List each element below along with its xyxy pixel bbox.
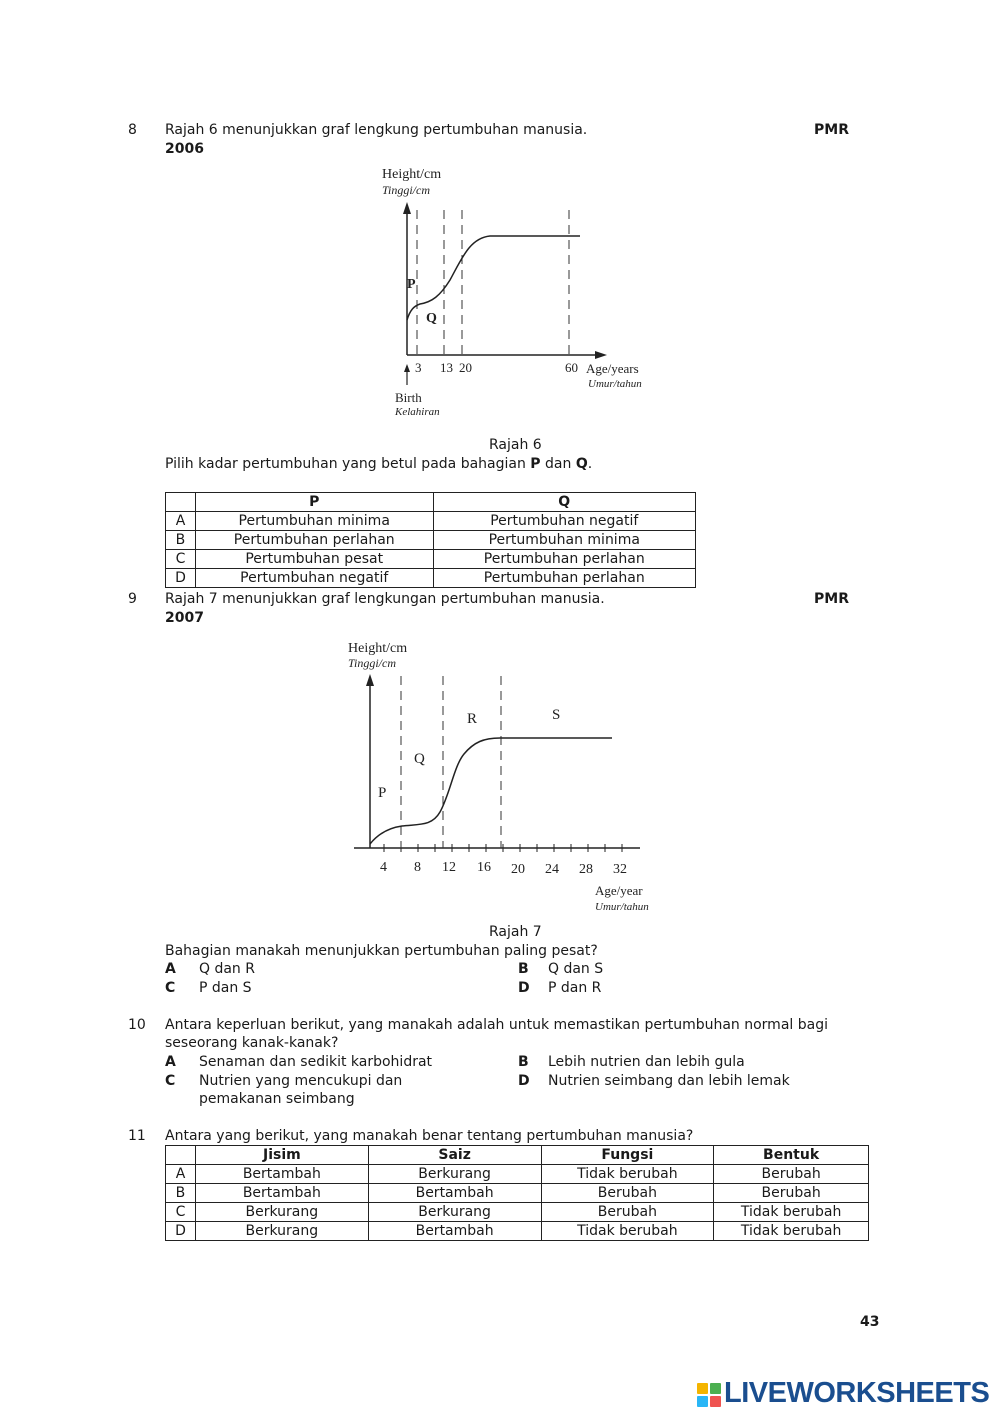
q10-number: 10 [128,1017,146,1033]
table-row[interactable]: C Berkurang Berkurang Berubah Tidak berubah [166,1203,869,1222]
table-row[interactable]: C Pertumbuhan pesat Pertumbuhan perlahan [166,550,696,569]
q10-option-d[interactable]: Nutrien seimbang dan lebih lemak [548,1073,790,1089]
q10-line1: Antara keperluan berikut, yang manakah adalah untuk memastikan pertumbuhan normal bagi [165,1017,828,1033]
q8-text: Rajah 6 menunjukkan graf lengkung pertumbuhan manusia. [165,122,588,138]
rajah6-xlabel: Age/years [586,361,639,376]
q11-options-table [165,1145,869,1241]
rajah7-xlabel-alt: Umur/tahun [595,901,649,913]
page-number: 43 [860,1314,880,1330]
table-header-row: P Q [166,493,696,512]
rajah7-y-arrow [366,674,374,686]
rajah6-caption: Rajah 6 [489,437,542,453]
rajah7-tick: 28 [579,862,593,877]
rajah7-label-s: S [552,707,561,723]
rajah6-tick: 60 [565,360,578,375]
q8-number: 8 [128,122,137,138]
q10-option-c[interactable]: Nutrien yang mencukupi dan [199,1073,403,1089]
q9-question: Bahagian manakah menunjukkan pertumbuhan paling pesat? [165,943,598,959]
rajah6-xlabel-alt: Umur/tahun [588,378,642,390]
rajah6-x-arrow [595,351,607,359]
q9-option-letter: B [518,961,529,977]
rajah6-birth-alt: Kelahiran [395,406,440,418]
q10-option-letter: D [518,1073,530,1089]
q9-year: 2007 [165,610,204,626]
q10-option-a[interactable]: Senaman dan sedikit karbohidrat [199,1054,433,1070]
rajah7-tick: 8 [414,860,421,875]
q10-line2: seseorang kanak-kanak? [165,1035,339,1051]
q10-option-letter: B [518,1054,529,1070]
table-row[interactable]: A Bertambah Berkurang Tidak berubah Berubah [166,1165,869,1184]
rajah6-tick: 13 [440,360,453,375]
rajah7-tick: 12 [442,860,456,875]
rajah6-ylabel: Height/cm [382,167,442,182]
q11-text: Antara yang berikut, yang manakah benar tentang pertumbuhan manusia? [165,1128,694,1144]
q8-instruction: Pilih kadar pertumbuhan yang betul pada bahagian P dan Q. [165,456,593,472]
rajah7-label-r: R [467,711,478,727]
rajah7-ylabel: Height/cm [348,641,408,656]
rajah-7-graph [340,636,670,921]
q8-year: 2006 [165,141,204,157]
table-row[interactable]: B Pertumbuhan perlahan Pertumbuhan minima [166,531,696,550]
table-row[interactable]: D Berkurang Bertambah Tidak berubah Tidak berubah [166,1222,869,1241]
rajah-6-graph [380,162,670,427]
rajah7-xlabel: Age/year [595,883,643,898]
q10-option-letter: A [165,1054,176,1070]
rajah6-growth-curve [407,236,580,320]
q9-option-letter: D [518,980,530,996]
table-row[interactable]: B Bertambah Bertambah Berubah Berubah [166,1184,869,1203]
q9-option-a[interactable]: Q dan R [199,961,255,977]
logo-tiles-icon [697,1383,721,1407]
q9-exam: PMR [814,591,849,607]
q8-options-table [165,492,696,588]
rajah7-tick: 32 [613,862,627,877]
table-header-row: Jisim Saiz Fungsi Bentuk [166,1146,869,1165]
q9-option-letter: A [165,961,176,977]
q10-option-b[interactable]: Lebih nutrien dan lebih gula [548,1054,745,1070]
q9-option-letter: C [165,980,176,996]
rajah6-label-p: P [407,277,416,292]
rajah7-caption: Rajah 7 [489,924,542,940]
rajah7-ylabel-alt: Tinggi/cm [348,656,397,670]
q9-option-b[interactable]: Q dan S [548,961,604,977]
rajah6-ylabel-alt: Tinggi/cm [382,183,431,197]
q9-text: Rajah 7 menunjukkan graf lengkungan pertumbuhan manusia. [165,591,605,607]
q9-option-d[interactable]: P dan R [548,980,602,996]
rajah7-tick: 4 [380,860,387,875]
rajah7-label-q: Q [414,751,425,767]
table-row[interactable]: A Pertumbuhan minima Pertumbuhan negatif [166,512,696,531]
rajah6-tick: 3 [415,360,422,375]
rajah6-label-q: Q [426,311,437,326]
rajah6-y-arrow [403,202,411,214]
rajah7-tick: 16 [477,860,491,875]
q10-option-letter: C [165,1073,176,1089]
rajah7-label-p: P [378,785,387,801]
rajah6-tick: 20 [459,360,472,375]
rajah7-tick: 20 [511,862,525,877]
q9-option-c[interactable]: P dan S [199,980,252,996]
rajah7-growth-curve [370,738,612,844]
rajah6-birth: Birth [395,390,422,405]
q9-number: 9 [128,591,137,607]
table-row[interactable]: D Pertumbuhan negatif Pertumbuhan perlahan [166,569,696,588]
liveworksheets-logo[interactable] [697,1377,992,1410]
rajah7-tick: 24 [545,862,559,877]
logo-text: LIVEWORKSHEETS [724,1377,990,1409]
q8-exam: PMR [814,122,849,138]
q11-number: 11 [128,1128,146,1144]
q10-option-c-line2[interactable]: pemakanan seimbang [199,1091,355,1107]
